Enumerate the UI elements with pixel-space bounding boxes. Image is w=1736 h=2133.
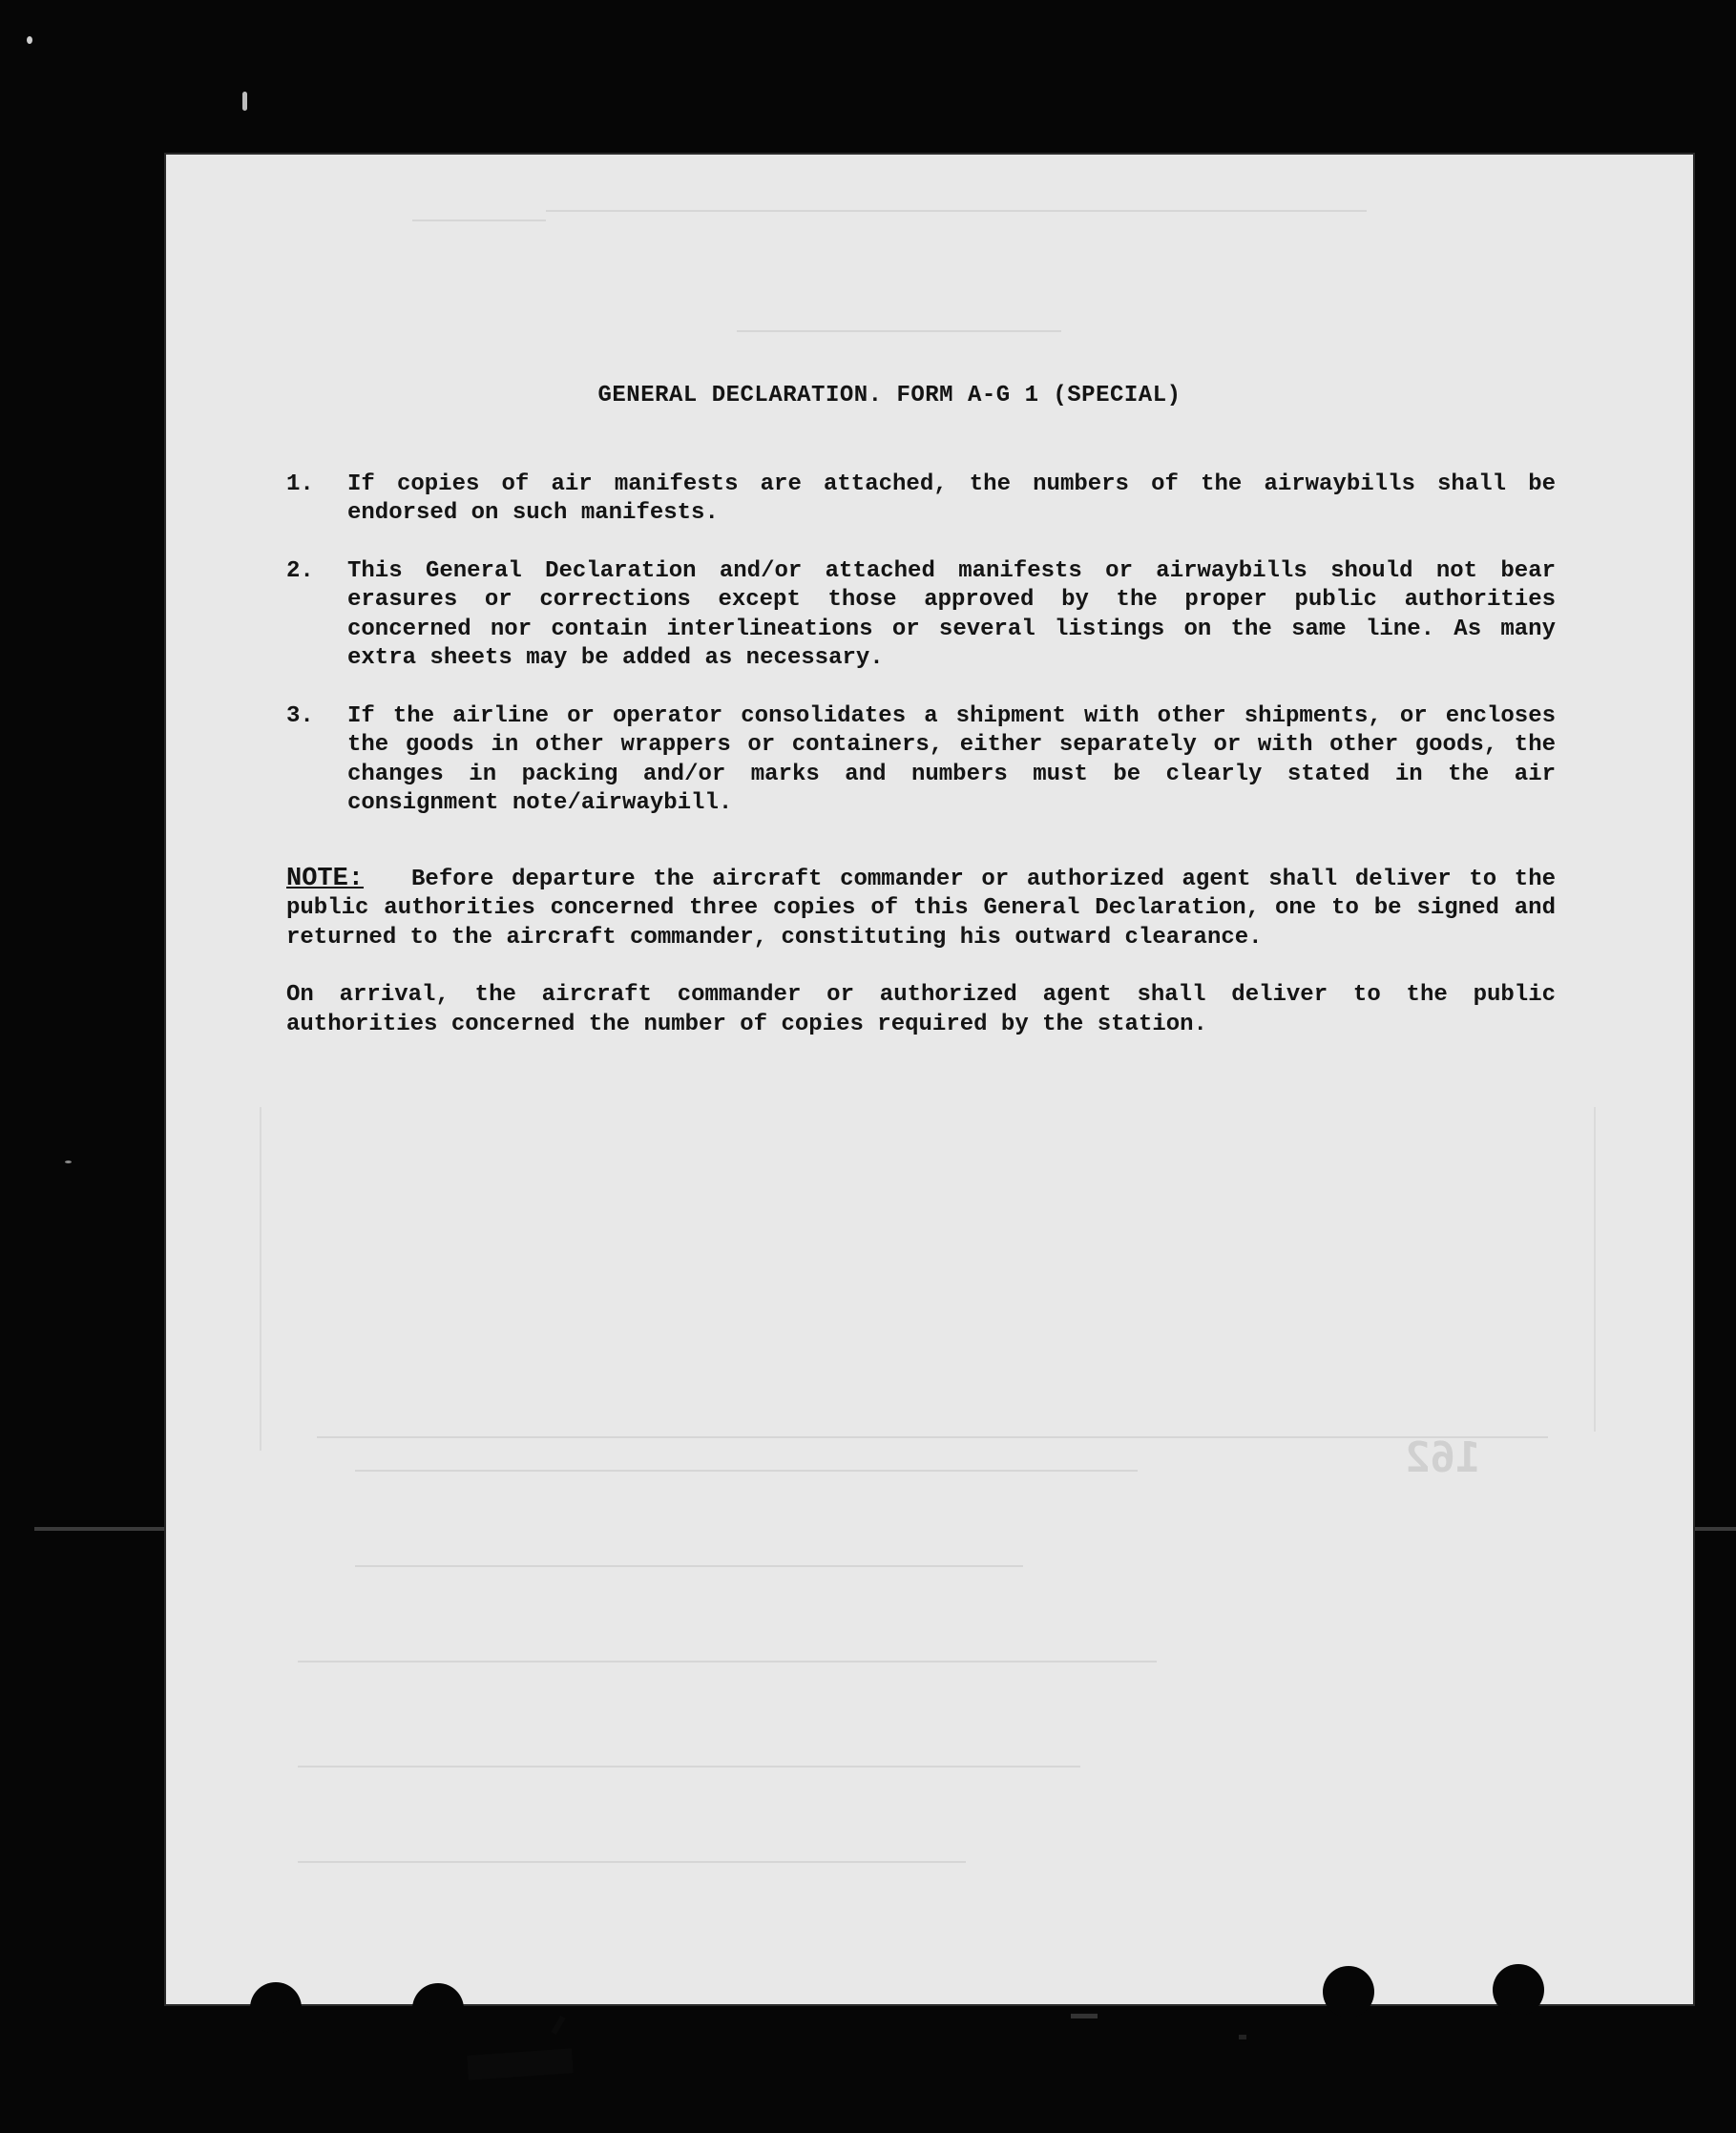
item-number: 3. xyxy=(286,702,314,729)
list-item xyxy=(286,702,1556,819)
show-through-line xyxy=(737,330,1061,332)
item-number: 2. xyxy=(286,557,314,584)
arrival-paragraph: On arrival, the aircraft commander or authorized agent shall deliver to the public authorities concerned the number of copies required by the station. xyxy=(286,982,1556,1037)
list-item xyxy=(286,557,1556,674)
scanner-streak xyxy=(1695,1527,1736,1531)
show-through-line xyxy=(355,1565,1023,1567)
show-through-line xyxy=(546,210,1367,212)
item-number: 1. xyxy=(286,471,314,497)
show-through-code: 162 xyxy=(1405,1433,1481,1482)
item-text: This General Declaration and/or attached manifests or airwaybills should not bear erasures or corrections except those approved by the proper public authorities concerned nor contain interlineations or several listings on the same line. As many extra sheets may be added as necessary. xyxy=(347,557,1556,671)
torn-edge-mark xyxy=(1239,2035,1246,2039)
scanner-streak xyxy=(34,1527,164,1531)
item-text: If copies of air manifests are attached, the numbers of the airwaybills shall be endorsed on such manifests. xyxy=(347,471,1556,526)
page-title: GENERAL DECLARATION. FORM A-G 1 (SPECIAL) xyxy=(597,383,1182,408)
show-through-line xyxy=(298,1766,1080,1767)
punch-hole xyxy=(1493,1964,1544,2016)
list-item xyxy=(286,471,1556,529)
show-through-line xyxy=(298,1661,1157,1662)
note-label: NOTE: xyxy=(286,864,365,893)
show-through-line xyxy=(298,1861,966,1863)
note-text: Before departure the aircraft commander or authorized agent shall deliver to the public authorities concerned three copies of this General Declaration, one to be signed and returned to the aircraft commander, constituting his outward clearance. xyxy=(286,866,1556,951)
punch-hole xyxy=(1323,1966,1374,2018)
show-through-line xyxy=(260,1107,261,1451)
punch-hole xyxy=(250,1982,302,2034)
dust-speck xyxy=(242,92,247,111)
show-through-line xyxy=(355,1470,1138,1472)
show-through-line xyxy=(412,220,546,221)
item-text: If the airline or operator consolidates a shipment with other shipments, or encloses the goods in other wrappers or containers, either separately or with other goods, the changes in packing and/or marks and numbers must be clearly stated in the air consignment note/airwaybill. xyxy=(347,702,1556,816)
show-through-line xyxy=(317,1436,1548,1438)
torn-edge-mark xyxy=(1071,2014,1098,2018)
dust-speck xyxy=(27,36,32,44)
note-paragraph xyxy=(286,865,1556,953)
punch-hole xyxy=(412,1983,464,2035)
dust-speck xyxy=(65,1161,72,1163)
show-through-line xyxy=(1594,1107,1596,1432)
declaration-text xyxy=(286,382,1556,1039)
